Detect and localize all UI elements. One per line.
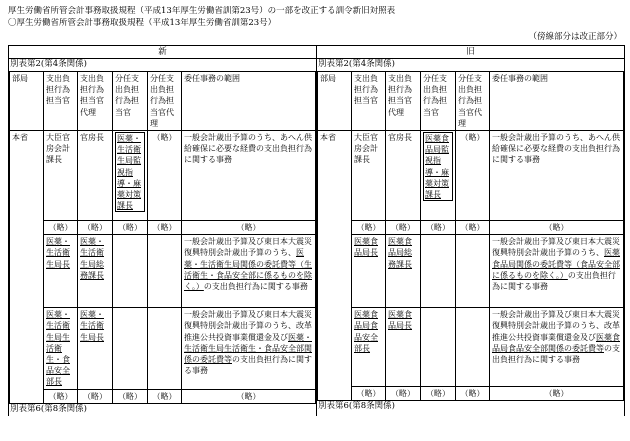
header-itaku: 委任事務の範囲: [182, 72, 316, 131]
old-inner-table: [317, 71, 624, 401]
cell-r5c6: （略）: [490, 387, 624, 401]
header-shishutsu-dairi: 支出負担行為担当官代理: [386, 72, 421, 131]
honsho-cell: 本省: [318, 131, 352, 401]
cell-r2c2: （略）: [386, 221, 421, 235]
header-bunnin-tanto: 分任支出負担行為担当官: [113, 72, 148, 131]
cell-r4c2: [78, 308, 113, 389]
cell-r2c6: （略）: [182, 221, 316, 235]
cell-r4c4: [456, 308, 490, 387]
honsho-cell: 本省: [10, 131, 44, 404]
header-shishutsu-tanto: 支出負担行為担当官: [44, 72, 78, 131]
changed-text: 医薬食品局長: [388, 310, 412, 331]
cell-r5c3: （略）: [113, 389, 148, 403]
cell-r2c2: （略）: [78, 221, 113, 235]
cell-r3c2: [78, 235, 113, 308]
changed-text: 医薬食品局関係の委託費等（食品安全部に係るものを除く。）: [492, 248, 620, 280]
cell-r1c3: [421, 131, 456, 221]
changed-text: 医薬食品局監視指導・麻薬対策課長: [423, 132, 453, 201]
cell-r1c4: （略）: [456, 131, 490, 221]
cell-r5c3: （略）: [421, 387, 456, 401]
new-side: [9, 59, 317, 416]
header-bukyoku: 部局: [10, 72, 44, 131]
cell-r3c6: 一般会計歳出予算及び東日本大震災復興特別会計歳出予算のうち、医薬食品局関係の委託費等（食品安全部に係るものを除く。）の支出負担行為に関する事務: [490, 235, 624, 308]
cell-r4c6: 一般会計歳出予算及び東日本大震災復興特別会計歳出予算のうち、改革推進公共投資事業償還金及び医薬食品局食品安全部関係の委託費等の支出負担行為に関する事務: [490, 308, 624, 387]
new-footer-label: 別表第6(第8条関係): [10, 403, 87, 414]
cell-r2c6: （略）: [490, 221, 624, 235]
cell-r3c1: [352, 235, 386, 308]
old-column-header: 旧: [317, 46, 625, 59]
cell-r1c2: 官房長: [78, 131, 113, 221]
cell-r2c4: （略）: [148, 221, 182, 235]
cell-r3c4: [456, 235, 490, 308]
changed-text: 医薬・生活衛生局関係の委託費等（生活衛生・食品安全部に係るものを除く。）: [184, 248, 312, 292]
changed-text: 医薬・生活衛生局生活衛生・食品安全部関係の委託費等: [184, 332, 312, 365]
document-subtitle: 〇厚生労働省所管会計事務取扱規程（平成13年厚生労働省訓第23号）: [8, 18, 277, 28]
changed-text: 医薬・生活衛生局生活衛生・食品安全部長: [46, 310, 70, 387]
cell-r5c1: （略）: [352, 387, 386, 401]
cell-r3c1: [44, 235, 78, 308]
cell-r1c6: 一般会計歳出予算のうち、あへん供給確保に必要な経費の支出負担行為に関する事務: [182, 131, 316, 221]
cell-r4c4: [148, 308, 182, 389]
header-bunnin-dairi: 分任支出負担行為担当官代理: [456, 72, 490, 131]
cell-r5c1: （略）: [44, 389, 78, 403]
cell-r3c2: [386, 235, 421, 308]
cell-r1c3: [113, 131, 148, 221]
new-column-header: 新: [9, 46, 317, 59]
cell-r4c6: 一般会計歳出予算及び東日本大震災復興特別会計歳出予算のうち、改革推進公共投資事業償還金及び医薬・生活衛生局生活衛生・食品安全部関係の委託費等の支出負担行為に関する事務: [182, 308, 316, 389]
cell-r5c4: （略）: [148, 389, 182, 403]
cell-r1c4: （略）: [148, 131, 182, 221]
cell-r4c1: [352, 308, 386, 387]
changed-text: 医薬食品局長: [354, 237, 378, 258]
cell-r1c6: 一般会計歳出予算のうち、あへん供給確保に必要な経費の支出負担行為に関する事務: [490, 131, 624, 221]
cell-r3c6: 一般会計歳出予算及び東日本大震災復興特別会計歳出予算のうち、医薬・生活衛生局関係の委託費等（生活衛生・食品安全部に係るものを除く。）の支出負担行為に関する事務: [182, 235, 316, 308]
changed-text: 医薬・生活衛生局総務課長: [80, 237, 104, 280]
header-bukyoku: 部局: [318, 72, 352, 131]
changed-text: 医薬食品局総務課長: [388, 237, 412, 269]
old-table-label: 別表第2(第4条関係): [318, 59, 395, 69]
header-shishutsu-dairi: 支出負担行為担当官代理: [78, 72, 113, 131]
cell-r1c2: 官房長: [386, 131, 421, 221]
cell-r2c1: （略）: [352, 221, 386, 235]
document-title: 厚生労働省所管会計事務取扱規程（平成13年厚生労働省訓第23号）の一部を改正する訓令新旧対照表: [8, 6, 396, 16]
cell-r4c3: [421, 308, 456, 387]
old-footer-label: 別表第6(第8条関係): [318, 401, 395, 412]
cell-r3c3: [421, 235, 456, 308]
changed-text: 医薬・生活衛生局監視指導・麻薬対策課長: [115, 132, 145, 212]
changed-text: 医薬・生活衛生局長: [46, 237, 70, 269]
cell-r4c2: [386, 308, 421, 387]
header-bunnin-dairi: 分任支出負担行為担当官代理: [148, 72, 182, 131]
new-table-label: 別表第2(第4条関係): [10, 59, 87, 69]
cell-r5c6: （略）: [182, 389, 316, 403]
changed-text: 医薬食品局食品安全部長: [354, 310, 378, 353]
cell-r1c1: 大臣官房会計課長: [352, 131, 386, 221]
cell-r1c1: 大臣官房会計課長: [44, 131, 78, 221]
new-inner-table: [9, 71, 316, 404]
cell-r4c3: [113, 308, 148, 389]
header-bunnin-tanto: 分任支出負担行為担当官: [421, 72, 456, 131]
changed-text: 医薬食品局食品安全部関係の委託費等: [492, 332, 620, 353]
cell-r3c4: [148, 235, 182, 308]
changed-text: 医薬・生活衛生局長: [80, 310, 104, 342]
cell-r2c1: （略）: [44, 221, 78, 235]
cell-r2c3: （略）: [113, 221, 148, 235]
underline-note: （傍線部分は改正部分）: [528, 32, 622, 42]
header-shishutsu-tanto: 支出負担行為担当官: [352, 72, 386, 131]
cell-r2c4: （略）: [456, 221, 490, 235]
cell-r3c3: [113, 235, 148, 308]
cell-r2c3: （略）: [421, 221, 456, 235]
cell-r5c4: （略）: [456, 387, 490, 401]
cell-r5c2: （略）: [78, 389, 113, 403]
comparison-table: [8, 45, 625, 416]
cell-r5c2: （略）: [386, 387, 421, 401]
header-itaku: 委任事務の範囲: [490, 72, 624, 131]
cell-r4c1: [44, 308, 78, 389]
old-side: [317, 59, 625, 416]
